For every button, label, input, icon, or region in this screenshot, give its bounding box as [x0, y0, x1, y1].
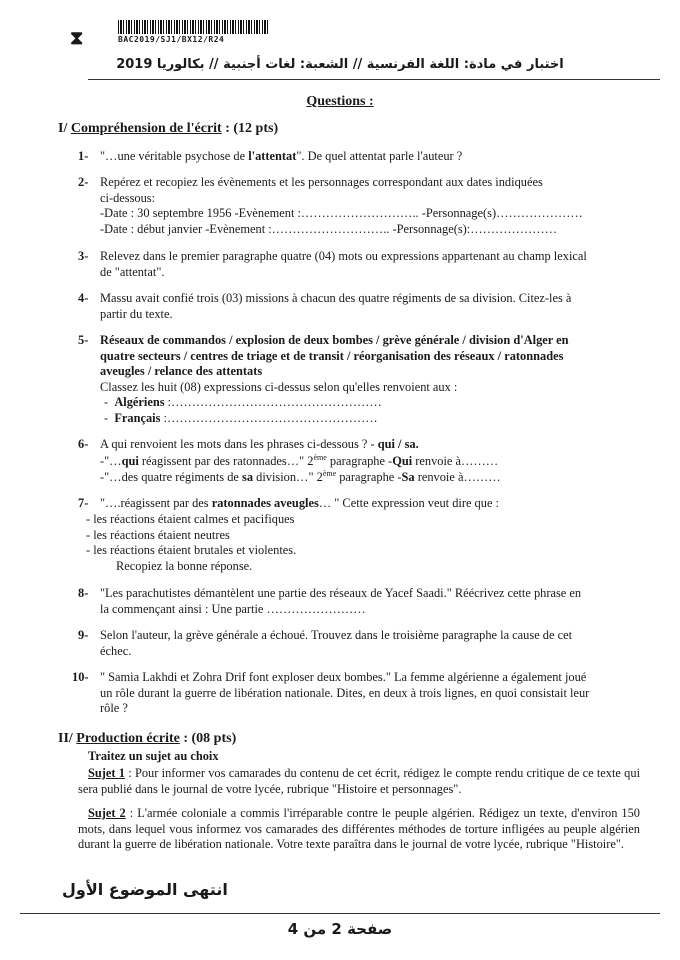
q9-line: Selon l'auteur, la grève générale a échoué. Trouvez dans le troisième paragraphe la cause de cet — [100, 628, 573, 642]
question-4 — [78, 291, 640, 322]
barcode — [118, 20, 270, 34]
q5-expressions: quatre secteurs / centres de triage et de transit / réorganisation des réseaux / ratonnades — [100, 348, 564, 363]
question-number: 3- — [78, 249, 89, 263]
section-points: : (12 pts) — [225, 121, 279, 136]
q1-text: "…une véritable psychose de — [100, 149, 249, 163]
q3-line: Relevez dans le premier paragraphe quatre (04) mots ou expressions appartenant au champ lexical — [100, 249, 587, 263]
question-number: 9- — [78, 628, 89, 642]
q6-text: renvoie à……… — [412, 453, 499, 468]
q4-line: Massu avait confié trois (03) missions à chacun des quatre régiments de sa division. Citez-les à — [100, 291, 572, 305]
section-title: Compréhension de l'écrit — [70, 121, 222, 136]
q2-date-row: -Date : 30 septembre 1956 -Evènement :……………………….. -Personnage(s)………………… — [100, 206, 583, 220]
q5-francais-label: Français — [114, 410, 161, 425]
q7-text: "….réagissent par des — [100, 496, 212, 510]
question-7 — [78, 496, 640, 512]
q8-line: "Les parachutistes démantèlent une partie des réseaux de Yacef Saadi." Réécrivez cette phrase en — [100, 586, 582, 600]
q6-line — [100, 453, 640, 470]
q6-sup: ème — [313, 452, 327, 462]
question-number: 1- — [78, 149, 89, 163]
choice-instruction: Traitez un sujet au choix — [88, 749, 219, 763]
q6-text: -"…des quatre régiments de — [100, 470, 242, 485]
q2-date-row: -Date : début janvier -Evènement :……………………….. -Personnage(s):………………… — [100, 221, 557, 236]
exam-header: اختبار في مادة: اللغة الفرنسية // الشعبة: لغات أجنبية // بكالوريا 2019 — [116, 57, 564, 72]
section-comprehension — [58, 120, 278, 138]
section-number: II/ — [58, 731, 73, 746]
section-production — [58, 730, 236, 748]
q6-text: renvoie à……… — [414, 470, 501, 485]
question-number: 8- — [78, 586, 89, 600]
sujet-label: Sujet 1 — [88, 766, 125, 780]
q6-text: A qui renvoient les mots dans les phrases ci-dessous ? - — [100, 437, 378, 451]
q5-expressions: aveugles / relance des attentats — [100, 364, 263, 378]
question-9 — [78, 628, 640, 659]
q10-line: un rôle durant la guerre de libération nationale. Dites, en deux à trois lignes, en quoi consistait leur — [100, 685, 590, 700]
q7-options — [86, 512, 296, 574]
header-divider — [88, 79, 660, 80]
q5-francais-row: - Français :…………………………………………… — [104, 410, 378, 425]
sujet-text: : Pour informer vos camarades du contenu de cet écrit, rédigez le compte rendu critique de ce texte qui sera publié dans le journal de votre lycée, rubrique "Histoire et personnages". — [78, 766, 641, 796]
section-number: I/ — [58, 121, 68, 136]
q10-line: rôle ? — [100, 701, 128, 715]
q2-line: Repérez et recopiez les évènements et les personnages correspondant aux dates indiquées — [100, 175, 543, 189]
q6-line — [100, 469, 640, 486]
q3-line: de "attentat". — [100, 264, 165, 279]
q7-line — [100, 496, 640, 512]
end-of-subject: انتهى الموضوع الأول — [62, 880, 228, 899]
q7-option: - les réactions étaient neutres — [86, 527, 230, 542]
question-number: 6- — [78, 437, 89, 451]
q2-line: ci-dessous: — [100, 190, 156, 205]
section-points: : (08 pts) — [183, 731, 237, 746]
q6-bold: Sa — [401, 470, 415, 485]
q9-line: échec. — [100, 643, 132, 658]
question-6 — [78, 437, 640, 486]
q7-option: - les réactions étaient calmes et pacifiques — [86, 512, 295, 526]
q5-instruction: Classez les huit (08) expressions ci-dessus selon qu'elles renvoient aux : — [100, 379, 458, 394]
q1-bold: l'attentat — [248, 149, 297, 163]
q10-line: " Samia Lakhdi et Zohra Drif font exploser deux bombes." La femme algérienne a également joué — [100, 670, 587, 684]
question-number: 5- — [78, 333, 89, 347]
q6-text: paragraphe - — [336, 470, 402, 485]
q6-text: -"… — [100, 453, 122, 468]
q8-line: la commençant ainsi : Une partie …………………… — [100, 601, 366, 616]
question-3 — [78, 249, 640, 280]
footer-divider — [20, 913, 660, 914]
q5-algeriens-blank: :…………………………………………… — [164, 395, 382, 409]
q6-bold: qui / sa. — [377, 437, 419, 451]
sujet-2 — [78, 806, 640, 853]
page-number: صفحة 2 من 4 — [287, 920, 393, 938]
q6-bold: qui — [121, 453, 139, 468]
q7-text: … " Cette expression veut dire que : — [318, 496, 499, 510]
q6-sup: ème — [322, 469, 337, 479]
q1-text-end: ". De quel attentat parle l'auteur ? — [296, 149, 463, 163]
question-2 — [78, 175, 640, 237]
q5-expressions: Réseaux de commandos / explosion de deux bombes / grève générale / division d'Alger en — [100, 333, 569, 347]
question-8 — [78, 586, 640, 617]
barcode-text: BAC2019/SJ1/BX12/R24 — [118, 35, 225, 44]
question-10 — [72, 670, 640, 717]
q6-text: réagissent par des ratonnades…" 2 — [138, 453, 314, 468]
sujet-label: Sujet 2 — [88, 806, 126, 820]
q6-text: paragraphe - — [326, 453, 393, 468]
q7-bold: ratonnades aveugles — [211, 496, 319, 510]
q6-bold: sa — [242, 470, 254, 485]
question-number: 10- — [72, 670, 89, 684]
q5-algeriens-row: - Algériens :…………………………………………… — [104, 395, 382, 409]
q4-line: partir du texte. — [100, 306, 173, 321]
sujet-1 — [78, 766, 640, 797]
q5-algeriens-label: Algériens — [114, 395, 165, 409]
q7-option: - les réactions étaient brutales et violentes. — [86, 543, 297, 557]
question-number: 2- — [78, 175, 89, 189]
question-5 — [78, 333, 640, 426]
section-title: Production écrite — [76, 731, 180, 746]
question-number: 7- — [78, 496, 89, 510]
q6-line — [100, 437, 640, 453]
hourglass-icon: ⧗ — [70, 27, 84, 49]
q5-francais-blank: :…………………………………………… — [160, 410, 378, 425]
q6-text: division…" 2 — [253, 470, 323, 485]
question-number: 4- — [78, 291, 89, 305]
q6-bold: Qui — [392, 453, 413, 468]
sujet-text: : L'armée coloniale a commis l'irréparable contre le peuple algérien. Rédigez un texte, d'environ 150 mots, dans lequel vous informez vos camarades des différentes méthodes de torture infligées au peuple algérien durant la guerre de libération nationale. Votre texte paraîtra dans le journal de votre lycée, rubrique "Histoire". — [78, 806, 640, 851]
question-1 — [78, 149, 640, 165]
q7-instruction: Recopiez la bonne réponse. — [116, 558, 253, 573]
questions-title: Questions : — [306, 94, 374, 109]
